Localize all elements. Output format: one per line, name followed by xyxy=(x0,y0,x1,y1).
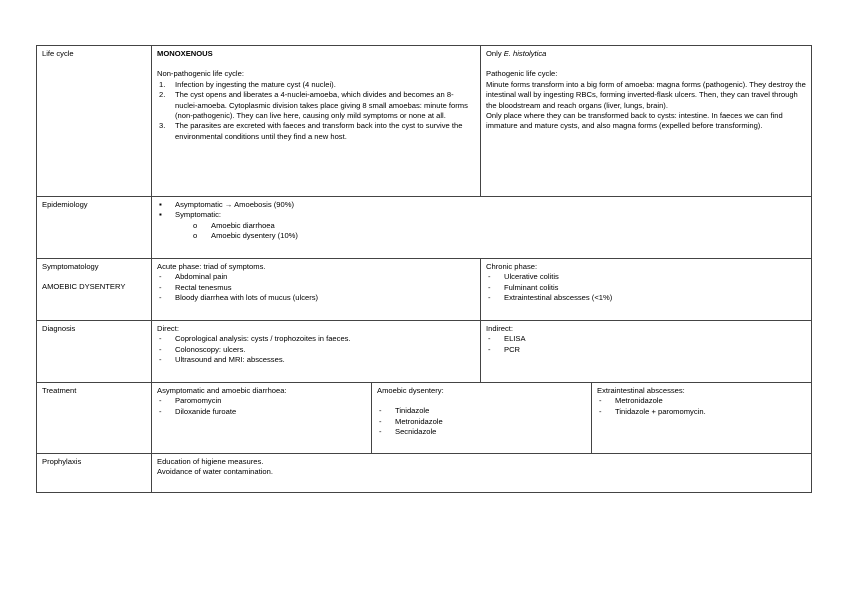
list-item: - Rectal tenesmus xyxy=(157,283,475,293)
row-label-symptomatology: Symptomatology AMOEBIC DYSENTERY xyxy=(37,259,152,320)
row-label-treatment: Treatment xyxy=(37,383,152,453)
acute-phase-cell xyxy=(152,259,481,320)
treatment-abscess-cell xyxy=(592,383,811,453)
pathogenic-text-cysts: Only place where they can be transformed back to cysts: intestine. In faeces we can find immature and mature cysts, and also magna forms (expelled before transforming). xyxy=(486,111,783,131)
nonpathogenic-cell xyxy=(152,46,481,196)
list-item: - ELISA xyxy=(486,334,806,344)
list-item: - Metronidazole xyxy=(377,417,586,427)
pathogenic-title: Pathogenic life cycle: xyxy=(486,69,558,79)
prophylaxis-line: Avoidance of water contamination. xyxy=(157,467,273,477)
list-item: - PCR xyxy=(486,345,806,355)
row-treatment xyxy=(36,382,812,453)
prophylaxis-line: Education of higiene measures. xyxy=(157,457,264,466)
list-item: 1. Infection by ingesting the mature cyst (4 nuclei). xyxy=(159,79,336,89)
chronic-title: Chronic phase: xyxy=(486,262,538,271)
list-item: - Diloxanide furoate xyxy=(157,407,366,417)
treatment-dysentery-cell xyxy=(372,383,592,453)
list-item: 2. The cyst opens and liberates a 4-nuclei-amoeba, which divides and becomes an 8-nuclei-amoeba. Cytoplasmic division takes place giving 8 small amoebas: minute forms (non-pathogenic). They can live here, causing only mild symptoms or none at all. xyxy=(159,90,468,121)
row-life-cycle xyxy=(36,45,812,196)
direct-diagnosis-cell xyxy=(152,321,481,382)
pathogenic-text: Minute forms transform into a big form of amoeba: magna forms (pathogenic). They destroy the intestinal wall by ingesting RBCs, forming inverted-flask ulcers. Then, they can travel through the bloodstream and reach organs (liver, lungs, brain). xyxy=(486,79,806,110)
row-prophylaxis xyxy=(36,453,812,493)
only-histolytica: Only E. histolytica xyxy=(486,49,547,58)
amoebic-dysentery-label: AMOEBIC DYSENTERY xyxy=(42,282,126,292)
indirect-diagnosis-cell xyxy=(481,321,811,382)
epidemiology-cell xyxy=(152,197,811,258)
treatment-col3-title: Extraintestinal abscesses: xyxy=(597,386,685,395)
chronic-phase-cell xyxy=(481,259,811,320)
row-label-prophylaxis: Prophylaxis xyxy=(37,454,152,492)
list-item: - Bloody diarrhea with lots of mucus (ulcers) xyxy=(157,293,475,303)
list-item: o Amoebic dysentery (10%) xyxy=(157,231,806,241)
list-item: - Metronidazole xyxy=(597,396,806,406)
row-label-diagnosis: Diagnosis xyxy=(37,321,152,382)
indirect-title: Indirect: xyxy=(486,324,514,333)
list-item: - Ultrasound and MRI: abscesses. xyxy=(157,355,475,365)
row-epidemiology xyxy=(36,196,812,258)
list-item: - Secnidazole xyxy=(377,427,586,437)
list-item: - Tinidazole xyxy=(377,406,586,416)
amoebiasis-table xyxy=(36,45,812,493)
list-item: - Paromomycin xyxy=(157,396,366,406)
direct-title: Direct: xyxy=(157,324,179,333)
row-symptomatology xyxy=(36,258,812,320)
row-label-life-cycle: Life cycle xyxy=(37,46,152,196)
acute-title: Acute phase: triad of symptoms. xyxy=(157,262,266,271)
list-item: - Ulcerative colitis xyxy=(486,272,806,282)
treatment-col2-title: Amoebic dysentery: xyxy=(377,386,444,395)
row-label-epidemiology: Epidemiology xyxy=(37,197,152,258)
list-item: - Abdominal pain xyxy=(157,272,475,282)
list-item: ▪ Symptomatic: xyxy=(157,210,806,220)
prophylaxis-cell xyxy=(152,454,811,492)
list-item: - Colonoscopy: ulcers. xyxy=(157,345,475,355)
pathogenic-cell xyxy=(481,46,811,196)
treatment-asymptomatic-cell xyxy=(152,383,372,453)
row-diagnosis xyxy=(36,320,812,382)
list-item: - Extraintestinal abscesses (<1%) xyxy=(486,293,806,303)
nonpathogenic-title: Non-pathogenic life cycle: xyxy=(157,69,244,79)
nonpathogenic-list xyxy=(157,80,475,142)
list-item: 3. The parasites are excreted with faeces and transform back into the cyst to survive the environmental conditions until they find a new host. xyxy=(159,121,463,141)
list-item: ▪ Asymptomatic → Amoebosis (90%) xyxy=(157,200,806,210)
list-item: - Tinidazole + paromomycin. xyxy=(597,407,806,417)
list-item: o Amoebic diarrhoea xyxy=(157,221,806,231)
treatment-col1-title: Asymptomatic and amoebic diarrhoea: xyxy=(157,386,287,395)
list-item: - Fulminant colitis xyxy=(486,283,806,293)
list-item: - Coprological analysis: cysts / trophozoites in faeces. xyxy=(157,334,475,344)
monoxenous-title: MONOXENOUS xyxy=(157,49,213,58)
